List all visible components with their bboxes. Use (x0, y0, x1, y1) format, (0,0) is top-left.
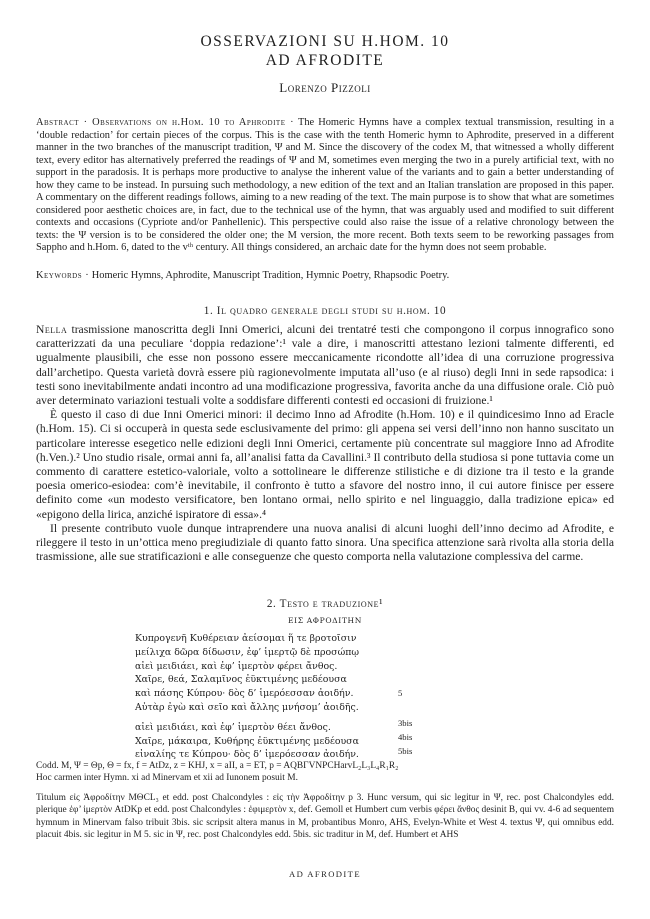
verse-line: μείλιχα δῶρα δίδωσιν, ἐφ’ ἱμερτῷ δὲ προσώπῳ (135, 646, 360, 658)
keywords (36, 270, 614, 281)
codices-list (36, 760, 614, 784)
verse-line-bis: εἰναλίης τε Κύπρου· δὸς δ’ ἱμερόεσσαν ἀοιδήν. (135, 749, 359, 761)
verse-line-bis: Χαῖρε, μάκαιρα, Κυθήρης ἐϋκτιμένης μεδέουσα (135, 735, 359, 747)
section-1-body (36, 323, 614, 564)
keywords-text: Homeric Hymns, Aphrodite, Manuscript Tradition, Hymnic Poetry, Rhapsodic Poetry. (91, 270, 450, 281)
paragraph-1 (36, 323, 614, 408)
verse-line: Χαῖρε, θεά, Σαλαμῖνος ἐϋκτιμένης μεδέουσα (135, 674, 347, 686)
greek-hymn-title: ΕΙΣ ΑΦΡΟΔΙΤΗΝ (288, 616, 362, 625)
line-number: 5bis (398, 746, 413, 756)
paragraph-1-text: trasmissione manoscritta degli Inni Omerici, alcuni dei trentatré testi che compongono il corpus innografico sono caratterizzati da una peculiare ‘doppia redazione’:¹ vale a dire, i manoscritti attestano lezioni talmente differenti, ed ugualmente plausibili, che esse non possono essere meccanicamente ricondotte all’idea di una corruzione progressiva dall’archetipo. Questa varietà dovrà essere più ragionevolmente imputata all’uso (e al riuso) degli Inni in sede rapsodica: i testi sono inevitabilmente andati incontro ad una modificazione progressiva, favorita anche da una diffusione orale. Ciò può aver determinato variazioni testuali volte a soddisfare differenti contesti ed occasioni di fruizione.¹ (36, 323, 615, 408)
greek-text (135, 632, 435, 762)
article-title-line2: AD AFRODITE (265, 52, 385, 69)
abstract-label: Abstract · Observations on h.Hom. 10 to Aphrodite · (36, 117, 295, 128)
section-heading-1: 1. Il quadro generale degli studi su h.hom. 10 (203, 305, 447, 317)
codices-note: Hoc carmen inter Hymn. xi ad Minervam et xii ad Iunonem posuit M. (36, 773, 298, 783)
verse-line-bis: αἰεὶ μειδιάει, καὶ ἐφ’ ἱμερτὸν θέει ἄνθος. (135, 721, 331, 733)
section-heading-2: 2. Testo e traduzione¹ (266, 598, 384, 610)
paragraph-lead: Nella (36, 323, 68, 336)
abstract-text: The Homeric Hymns have a complex textual transmission, resulting in a ‘double redaction’ for certain pieces of the corpus. This is the case with the tenth Homeric hymn to Aphrodite, preserved in a different manner in the two branches of the manuscript tradition, Ψ and M. Since the discovery of the codex M, that witnessed a wholly different text, every editor has alternatively preferred the readings of Ψ and M, sometimes even merging the two in a purely artificial text, with no support in the paradosis. It is perhaps more productive to analyse the inherent value of the variants and to gain a better understanding of how they came to be instead. In pursuing such methodology, a new edition of the text and an Italian translation are proposed in this paper. A commentary on the different readings follows, aiming to a new reading of the text. The main purpose is to show that what are sometimes considered poor aesthetic choices are, in fact, due to the technical use of the hymn, that was arguably used and modified to suit different contexts and occasions (Cypriote and/or Panhellenic). This perspective could also raise the issue of a relative chronology between the texts: the Ψ version is to be considered the older one; the M version, the more recent. Both texts seem to be reworking passages from Sappho and h.Hom. 6, dated to the vᵗʰ century. All things considered, an archaic date for the hymn does not seem probable. (36, 117, 615, 253)
abstract (36, 117, 614, 255)
running-footer: AD AFRODITE (289, 869, 361, 879)
verse-line: Αὐτὰρ ἐγὼ καὶ σεῖο καὶ ἄλλης μνήσομ’ ἀοιδῆς. (135, 701, 359, 713)
critical-apparatus: Titulum εἰς Ἀφροδίτην MΘCL₃ et edd. post Chalcondyles : εἰς τὴν Ἀφροδίτην p 3. Hunc versum, qui sic legitur in Ψ, rec. post Chalcondyles edd. plerique ἐφ’ ἱμερτὸν AtDKp et edd. post Chalcondyles : ἐφιμερτὸν x, def. Gemoll et Humbert cum verbis φέρει ἄνθος desinit B, qui vv. 4-6 ad sequentem hymnum in Minervam falso tribuit 3bis. sic scripsit altera manus in M, probantibus Monro, AHS, Evelyn-White et West 4. textus Ψ, qui omnibus edd. placuit 4bis. sic legitur in M 5. sic in Ψ, rec. post Chalcondyles edd. 5bis. sic traditur in M, def. Humbert et AHS (36, 793, 614, 841)
verse-line: αἰεὶ μειδιάει, καὶ ἐφ’ ἱμερτὸν φέρει ἄνθος. (135, 660, 338, 672)
article-title-line1: OSSERVAZIONI SU H.HOM. 10 (200, 33, 450, 50)
line-number: 3bis (398, 718, 413, 728)
keywords-label: Keywords · (36, 270, 90, 281)
line-number: 4bis (398, 732, 413, 742)
paragraph-2: È questo il caso di due Inni Omerici minori: il decimo Inno ad Afrodite (h.Hom. 10) e il quindicesimo Inno ad Eracle (h.Hom. 15). Ci si occuperà in questa sede esclusivamente del primo: gli appena sei versi dell’inno non hanno suscitato un particolare interesse esegetico nelle edizioni degli Inni Omerici, certamente più concentrate sul maggiore Inno ad Afrodite (h.Ven.).² Uno studio risale, ormai anni fa, all’analisi fatta da Cavallini.³ Il contributo della studiosa si pone tuttavia come un commento di carattere estetico-valoriale, volto a sottolineare le differenze stilistiche e di dizione tra il testo e la grande poesia omerico-esiodea: com’è inevitabile, il confronto è tutto a sfavore del nostro inno, il cui autore finisce per essere definito come «un modesto versificatore, ben lontano ormai, nello spirito e nel linguaggio, dalla tradizione epica» ed «epigono della lirica, anziché ispiratore di essa».⁴ (36, 408, 614, 521)
author-name: Lorenzo Pizzoli (279, 80, 371, 95)
paragraph-3: Il presente contributo vuole dunque intraprendere una nuova analisi di alcuni luoghi dell’inno decimo ad Afrodite, e rileggere il testo in un’ottica meno pregiudiziale di quanto fatto sinora. Una specifica attenzione sarà rivolta alla storia della trasmissione, alle sue stratificazioni e alle conseguenze che questo comporta nella valutazione complessiva del carme. (36, 521, 614, 564)
verse-line: Κυπρογενῆ Κυθέρειαν ἀείσομαι ἥ τε βροτοῖσιν (135, 633, 357, 644)
line-number: 5 (398, 688, 403, 698)
verse-line: καὶ πάσης Κύπρου· δὸς δ’ ἱμερόεσσαν ἀοιδήν. (135, 688, 354, 700)
codices-sigla: Codd. M, Ψ = Θp, Θ = fx, f = AtDz, z = KHJ, x = aII, a = ET, p = AQBΓVNPCHarvL₂L₃L₄R₁R₂ (36, 761, 399, 771)
